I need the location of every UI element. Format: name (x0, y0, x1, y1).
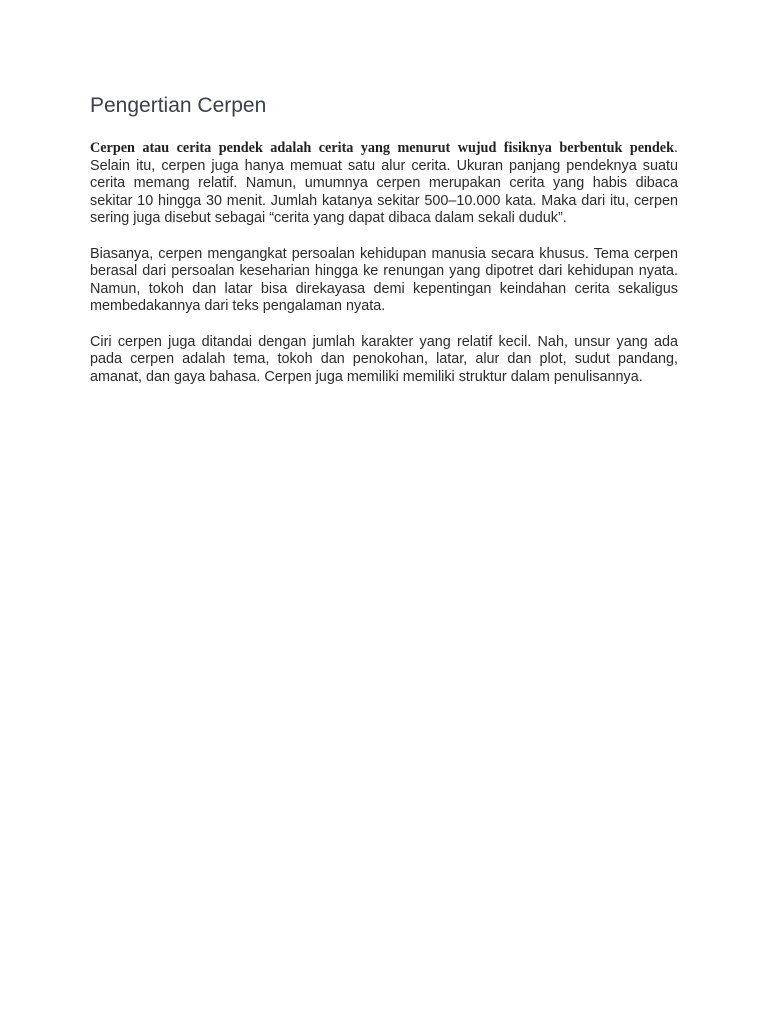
paragraph-definition (90, 140, 678, 228)
paragraph-themes: Biasanya, cerpen mengangkat persoalan kehidupan manusia secara khusus. Tema cerpen berasal dari persoalan keseharian hingga ke renungan yang dipotret dari kehidupan nyata. Namun, tokoh dan latar bisa direkayasa demi kepentingan keindahan cerita sekaligus membedakannya dari teks pengalaman nyata. (90, 245, 678, 314)
definition-lead-text: Cerpen atau cerita pendek adalah cerita yang menurut wujud fisiknya berbentuk pendek (90, 140, 674, 156)
document-page (90, 92, 678, 404)
definition-body-text: Selain itu, cerpen juga hanya memuat satu alur cerita. Ukuran panjang pendeknya suatu cerita memang relatif. Namun, umumnya cerpen merupakan cerita yang habis dibaca sekitar 10 hingga 30 menit. Jumlah katanya sekitar 500–10.000 kata. Maka dari itu, cerpen sering juga disebut sebagai “cerita yang dapat dibaca dalam sekali duduk”. (90, 157, 678, 226)
paragraph-characteristics: Ciri cerpen juga ditandai dengan jumlah karakter yang relatif kecil. Nah, unsur yang ada pada cerpen adalah tema, tokoh dan penokohan, latar, alur dan plot, sudut pandang, amanat, dan gaya bahasa. Cerpen juga memiliki memiliki struktur dalam penulisannya. (90, 333, 678, 385)
page-title: Pengertian Cerpen (90, 94, 267, 117)
definition-lead-punct: . (674, 140, 678, 156)
